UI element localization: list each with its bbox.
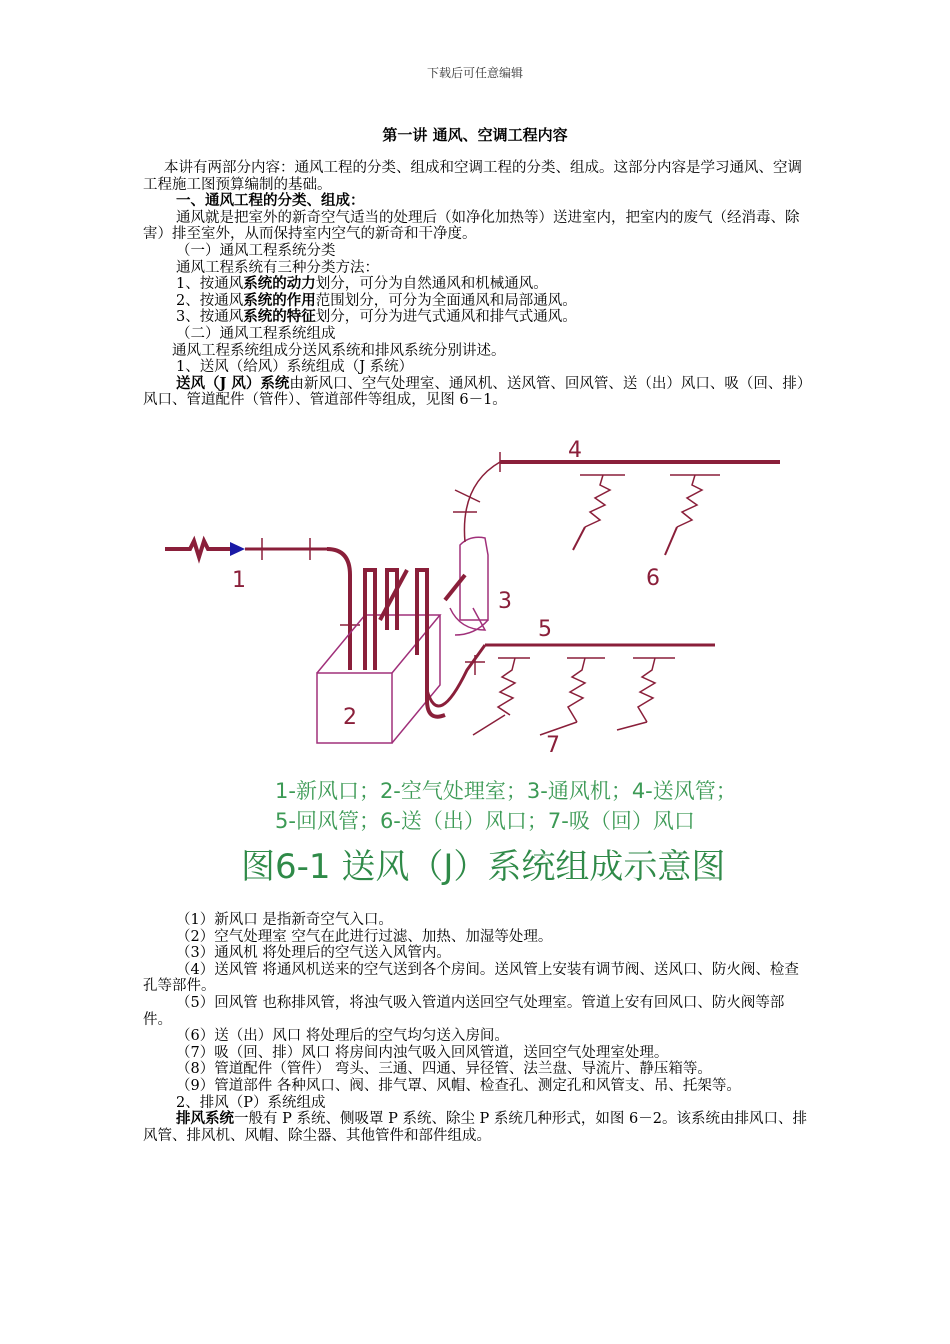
sub2-heading: （二）通风工程系统组成 bbox=[176, 325, 336, 342]
supply-paragraph: 送风（J 风）系统由新风口、空气处理室、通风机、送风管、回风管、送（出）风口、吸（回、排）风口、管道配件（管件）、管道部件等组成，见图 6－1。 bbox=[143, 374, 812, 409]
legend-line-1: 1-新风口；2-空气处理室；3-通风机；4-送风管； bbox=[275, 779, 737, 803]
fresh-air-inlet bbox=[165, 538, 360, 670]
item-2: （2）空气处理室 空气在此进行过滤、加热、加湿等处理。 bbox=[176, 928, 553, 945]
label-6: 6 bbox=[646, 566, 660, 591]
return-duct bbox=[427, 645, 715, 735]
sub2-intro: 通风工程系统组成分送风系统和排风系统分别讲述。 bbox=[172, 342, 506, 359]
section1-heading: 一、通风工程的分类、组成： bbox=[176, 192, 365, 210]
page-header: 下载后可任意编辑 bbox=[426, 66, 523, 80]
air-handling-unit bbox=[317, 615, 440, 743]
sub1-intro: 通风工程系统有三种分类方法： bbox=[176, 259, 379, 276]
label-4: 4 bbox=[568, 438, 582, 463]
item-7: （7）吸（回、排）风口 将房间内浊气吸入回风管道，送回空气处理室处理。 bbox=[176, 1044, 669, 1061]
figure-6-1 bbox=[155, 430, 795, 890]
legend-line-2: 5-回风管；6-送（出）风口；7-吸（回）风口 bbox=[275, 809, 695, 833]
definition-paragraph: 通风就是把室外的新奇空气适当的处理后（如净化加热等）送进室内，把室内的废气（经消毒、除害）排至室外，从而保持室内空气的新奇和干净度。 bbox=[143, 209, 800, 243]
label-7: 7 bbox=[546, 733, 560, 758]
duct-loop bbox=[365, 570, 445, 717]
item-8: （8）管道配件（管件） 弯头、三通、四通、异径管、法兰盘、导流片、静压箱等。 bbox=[176, 1061, 712, 1078]
sub1-heading: （一）通风工程系统分类 bbox=[176, 242, 336, 259]
item-6: （6）送（出）风口 将处理后的空气均匀送入房间。 bbox=[176, 1028, 509, 1045]
label-2: 2 bbox=[343, 705, 357, 730]
exhaust-heading: 2、排风（P）系统组成 bbox=[176, 1094, 326, 1111]
figure-caption: 图6-1 送风（J）系统组成示意图 bbox=[241, 847, 726, 887]
item-9: （9）管道部件 各种风口、阀、排气罩、风帽、检查孔、测定孔和风管支、吊、托架等。 bbox=[176, 1077, 741, 1094]
class-item-2: 2、按通风系统的作用范围划分，可分为全面通风和局部通风。 bbox=[176, 291, 577, 309]
section-top bbox=[143, 160, 813, 409]
exhaust-paragraph: 排风系统一般有 P 系统、侧吸罩 P 系统、除尘 P 系统几种形式，如图 6－2。该系统由排风口、排风管、排风机、风帽、除尘器、其他管件和部件组成。 bbox=[143, 1110, 807, 1144]
item-5: （5）回风管 也称排风管，将浊气吸入管道内送回空气处理室。管道上安有回风口、防火阀等部件。 bbox=[143, 994, 785, 1028]
item-4: （4）送风管 将通风机送来的空气送到各个房间。送风管上安装有调节阀、送风口、防火阀、检查孔等部件。 bbox=[143, 961, 799, 995]
class-item-1: 1、按通风系统的动力划分，可分为自然通风和机械通风。 bbox=[176, 275, 548, 293]
label-1: 1 bbox=[232, 568, 246, 593]
page-title: 第一讲 通风、空调工程内容 bbox=[382, 126, 568, 144]
section-bottom bbox=[143, 912, 813, 1144]
intro-paragraph: 本讲有两部分内容：通风工程的分类、组成和空调工程的分类、组成。这部分内容是学习通风、空调工程施工图预算编制的基础。 bbox=[143, 160, 802, 193]
label-3: 3 bbox=[498, 589, 512, 614]
class-item-3: 3、按通风系统的特征划分，可分为进气式通风和排气式通风。 bbox=[176, 308, 577, 326]
label-5: 5 bbox=[538, 617, 552, 642]
item-1: （1）新风口 是指新奇空气入口。 bbox=[176, 912, 393, 928]
supply-duct bbox=[453, 452, 780, 555]
supply-heading: 1、送风（给风）系统组成（J 系统） bbox=[176, 359, 414, 376]
item-3: （3）通风机 将处理后的空气送入风管内。 bbox=[176, 945, 451, 962]
